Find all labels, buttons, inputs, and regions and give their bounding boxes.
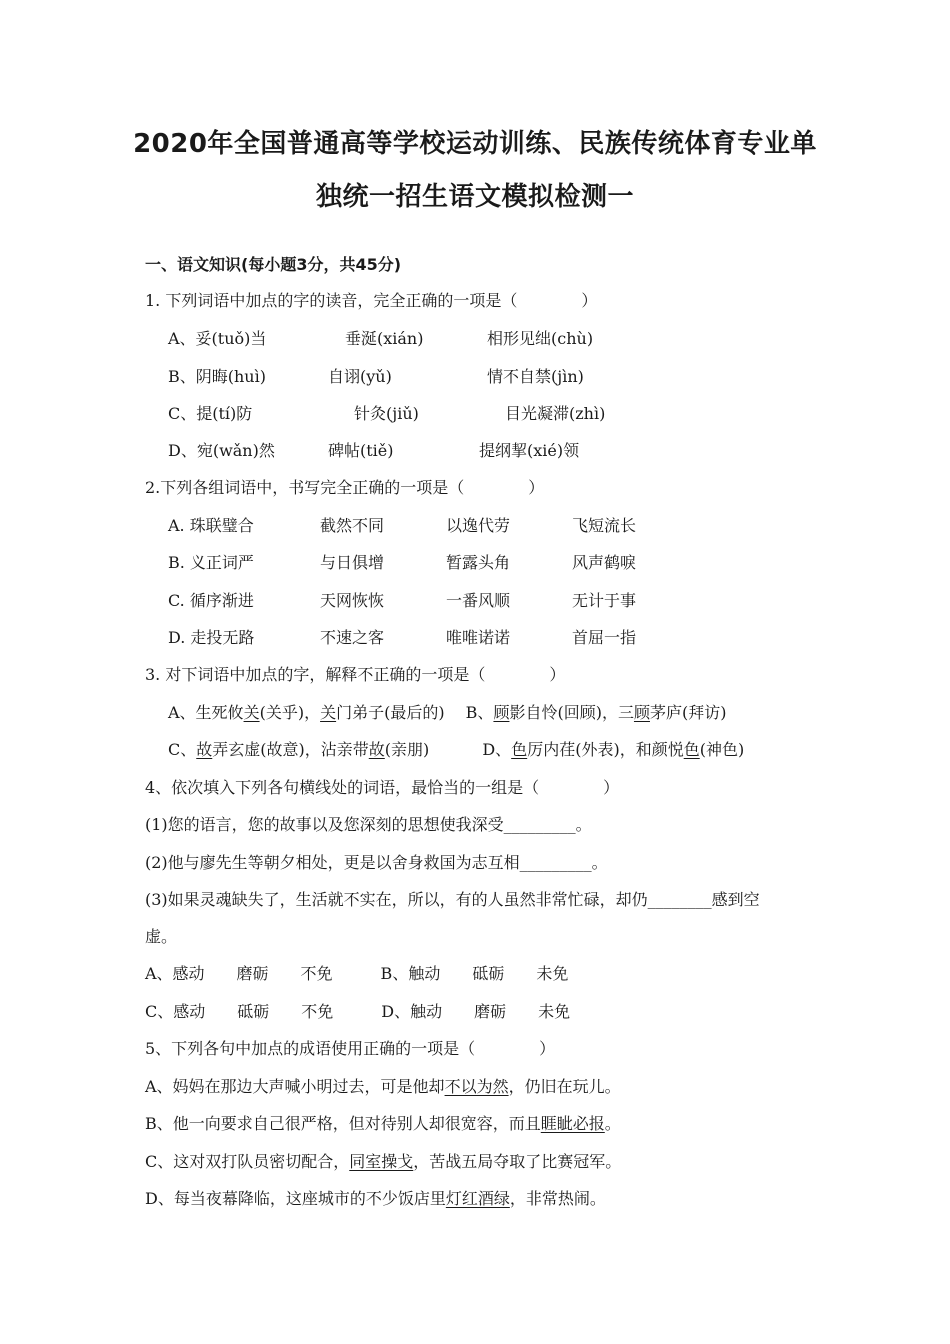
q2-option: 无计于事 xyxy=(572,591,637,610)
section-heading: 一、语文知识(每小题3分，共45分) xyxy=(145,255,402,274)
q5-option-a xyxy=(145,1076,621,1098)
q5-text: ，非常热闹。 xyxy=(509,1189,606,1208)
q4-sentence-2: (2)他与廖先生等朝夕相处，更是以舍身救国为志互相_________。 xyxy=(145,853,608,872)
dotted-char: 顾 xyxy=(493,703,510,722)
q5-option-c xyxy=(145,1151,621,1173)
q5-text: D、每当夜幕降临，这座城市的不少饭店里 xyxy=(145,1189,446,1208)
q2-option: 首屈一指 xyxy=(572,628,637,647)
q3-text: A、生死攸 xyxy=(168,703,244,722)
q2-option: B. 义正词严 xyxy=(168,553,254,572)
q1-option: 针灸(jiǔ) xyxy=(354,404,419,423)
q3-stem: 3. 对下词语中加点的字，解释不正确的一项是（ ） xyxy=(145,665,566,684)
q1-option: D、宛(wǎn)然 xyxy=(168,441,275,460)
q3-text: (神色) xyxy=(699,740,745,759)
q4-sentence-1: (1)您的语言，您的故事以及您深刻的思想使我深受_________。 xyxy=(145,815,592,834)
q3-text: (关乎)， xyxy=(259,703,321,722)
dotted-char: 顾 xyxy=(633,703,650,722)
q2-option: 不速之客 xyxy=(320,628,385,647)
q4-sentence-3-cont: 虚。 xyxy=(145,927,178,946)
q2-option: 天网恢恢 xyxy=(320,591,385,610)
q4-options-cd: C、感动 砥砺 不免 D、触动 磨砺 未免 xyxy=(145,1002,571,1021)
q5-text: 。 xyxy=(604,1114,621,1133)
idiom: 不以为然 xyxy=(444,1077,509,1096)
q1-option: 自诩(yǔ) xyxy=(328,367,392,386)
q2-option: 一番风顺 xyxy=(446,591,511,610)
q5-text: A、妈妈在那边大声喊小明过去，可是他却 xyxy=(145,1077,445,1096)
q5-option-d xyxy=(145,1188,606,1210)
q1-option: C、提(tí)防 xyxy=(168,404,253,423)
q2-option: 风声鹤唳 xyxy=(572,553,637,572)
q3-text: (亲朋) D、 xyxy=(384,740,512,759)
q2-option: D. 走投无路 xyxy=(168,628,255,647)
q2-option: 与日俱增 xyxy=(320,553,385,572)
q4-sentence-3: (3)如果灵魂缺失了，生活就不实在，所以，有的人虽然非常忙碌，却仍________感到空 xyxy=(145,890,760,909)
q2-option: 唯唯诺诺 xyxy=(446,628,511,647)
q4-stem: 4、依次填入下列各句横线处的词语，最恰当的一组是（ ） xyxy=(145,778,620,797)
q1-stem: 1. 下列词语中加点的字的读音，完全正确的一项是（ ） xyxy=(145,291,598,310)
q5-text: ，仍旧在玩儿。 xyxy=(508,1077,621,1096)
q1-option: B、阴晦(huì) xyxy=(168,367,266,386)
q1-option: 相形见绌(chù) xyxy=(487,329,594,348)
q1-option: 提纲挈(xié)领 xyxy=(479,441,580,460)
dotted-char: 故 xyxy=(368,740,385,759)
q3-text: 影自怜(回顾)，三 xyxy=(509,703,634,722)
q4-options-ab: A、感动 磨砺 不免 B、触动 砥砺 未免 xyxy=(145,964,569,983)
dotted-char: 色 xyxy=(683,740,700,759)
q1-option: 情不自禁(jìn) xyxy=(487,367,584,386)
q3-text: 茅庐(拜访) xyxy=(649,703,727,722)
q3-line-a xyxy=(168,702,726,724)
q5-text: B、他一向要求自己很严格，但对待别人却很宽容，而且 xyxy=(145,1114,541,1133)
idiom: 睚眦必报 xyxy=(540,1114,605,1133)
q1-option: 目光凝滞(zhì) xyxy=(505,404,606,423)
q3-line-c xyxy=(168,739,744,761)
idiom: 同室操戈 xyxy=(349,1152,414,1171)
dotted-char: 色 xyxy=(511,740,528,759)
q3-text: 厉内荏(外表)，和颜悦 xyxy=(527,740,684,759)
q5-text: C、这对双打队员密切配合， xyxy=(145,1152,350,1171)
q5-text: ，苦战五局夺取了比赛冠军。 xyxy=(413,1152,622,1171)
q2-stem: 2.下列各组词语中，书写完全正确的一项是（ ） xyxy=(145,478,545,497)
q2-option: 以逸代劳 xyxy=(446,516,511,535)
q5-option-b xyxy=(145,1113,621,1135)
idiom: 灯红酒绿 xyxy=(445,1189,510,1208)
q5-stem: 5、下列各句中加点的成语使用正确的一项是（ ） xyxy=(145,1039,556,1058)
dotted-char: 故 xyxy=(196,740,213,759)
q1-option: 碑帖(tiě) xyxy=(328,441,394,460)
title-line-2: 独统一招生语文模拟检测一 xyxy=(315,182,634,212)
q3-text: C、 xyxy=(168,740,197,759)
q2-option: C. 循序渐进 xyxy=(168,591,254,610)
q3-text: 弄玄虚(故意)，沾亲带 xyxy=(212,740,369,759)
q1-option: A、妥(tuǒ)当 xyxy=(168,329,267,348)
title-line-1: 2020年全国普通高等学校运动训练、民族传统体育专业单 xyxy=(133,129,817,159)
dotted-char: 关 xyxy=(243,703,260,722)
q2-option: 飞短流长 xyxy=(572,516,637,535)
q2-option: A. 珠联璧合 xyxy=(168,516,254,535)
q3-text: 门弟子(最后的) B、 xyxy=(336,703,494,722)
dotted-char: 关 xyxy=(320,703,337,722)
q2-option: 暂露头角 xyxy=(446,553,511,572)
q2-option: 截然不同 xyxy=(320,516,385,535)
q1-option: 垂涎(xián) xyxy=(345,329,424,348)
